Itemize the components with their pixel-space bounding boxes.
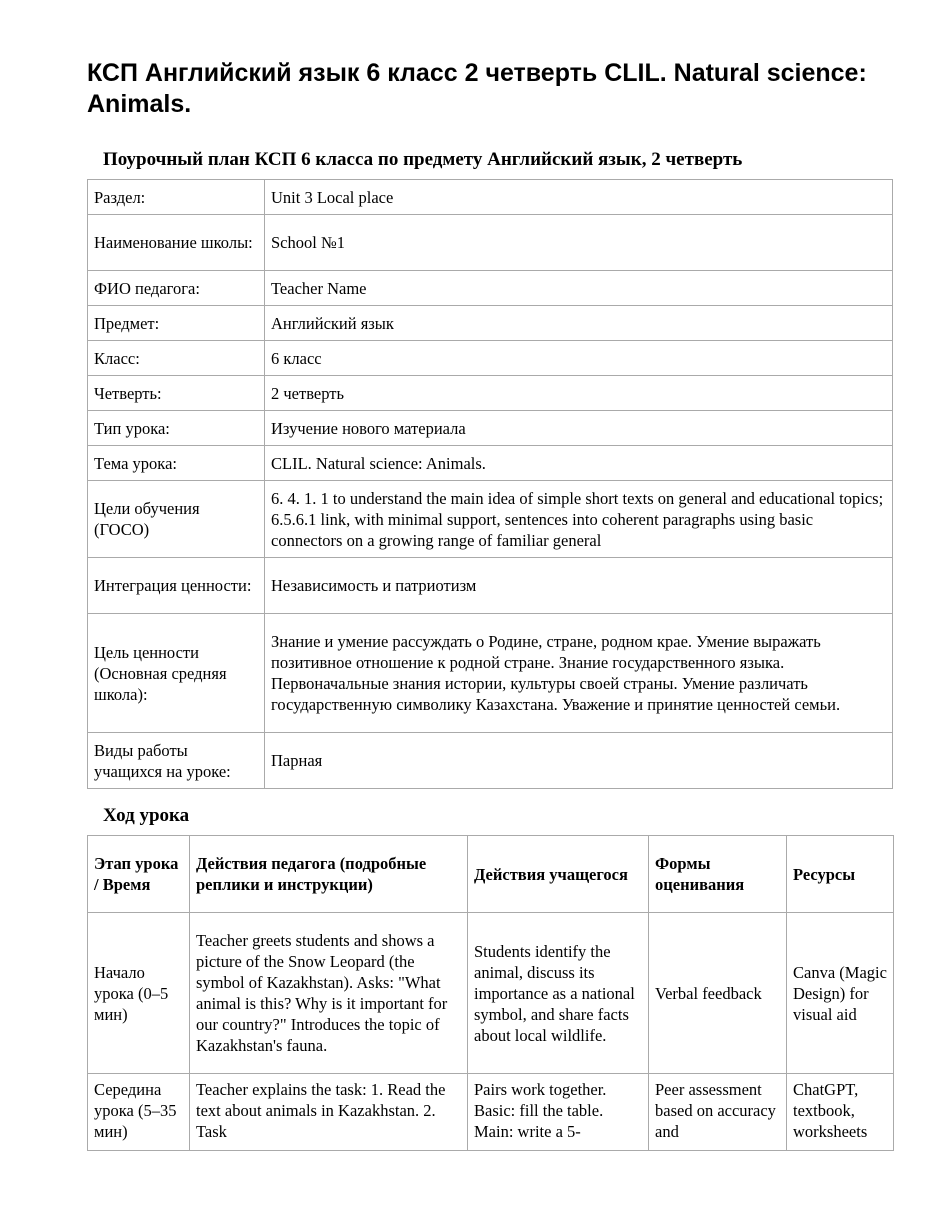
info-row [88,341,893,376]
info-value: Teacher Name [265,271,893,306]
info-label: Наименование школы: [88,215,265,271]
plan-heading: Поурочный план КСП 6 класса по предмету Английский язык, 2 четверть [103,149,743,170]
info-row [88,271,893,306]
cell-student-actions: Students identify the animal, discuss its importance as a national symbol, and share facts about local wildlife. [468,913,649,1074]
info-row [88,446,893,481]
info-value: 6 класс [265,341,893,376]
table-row [88,913,894,1074]
info-value: 6. 4. 1. 1 to understand the main idea of simple short texts on general and educational topics; 6.5.6.1 link, with minimal support, sentences into coherent paragraphs using basic connectors on a growing range of familiar general [265,481,893,558]
info-row [88,180,893,215]
info-row [88,614,893,733]
cell-stage: Начало урока (0–5 мин) [88,913,190,1074]
info-value: CLIL. Natural science: Animals. [265,446,893,481]
info-label: Раздел: [88,180,265,215]
info-row [88,558,893,614]
info-label: ФИО педагога: [88,271,265,306]
info-row [88,481,893,558]
cell-student-actions: Pairs work together. Basic: fill the table. Main: write a 5- [468,1074,649,1151]
info-label: Интеграция ценности: [88,558,265,614]
info-row [88,376,893,411]
info-value: Парная [265,733,893,789]
info-value: 2 четверть [265,376,893,411]
table-header-row [88,836,894,913]
info-row [88,306,893,341]
info-label: Тема урока: [88,446,265,481]
cell-teacher-actions: Teacher greets students and shows a picture of the Snow Leopard (the symbol of Kazakhstan). Asks: "What animal is this? Why is it important for our country?" Introduces the topic of Kazakhstan's fauna. [190,913,468,1074]
info-value: Unit 3 Local place [265,180,893,215]
table-row [88,1074,894,1151]
column-header-teacher-actions: Действия педагога (подробные реплики и инструкции) [190,836,468,913]
lesson-progress-heading: Ход урока [103,805,190,826]
lesson-info-table [87,179,893,789]
column-header-stage: Этап урока / Время [88,836,190,913]
info-label: Цель ценности (Основная средняя школа): [88,614,265,733]
cell-teacher-actions: Teacher explains the task: 1. Read the text about animals in Kazakhstan. 2. Task [190,1074,468,1151]
info-label: Предмет: [88,306,265,341]
column-header-assessment: Формы оценивания [649,836,787,913]
info-label: Виды работы учащихся на уроке: [88,733,265,789]
column-header-resources: Ресурсы [787,836,894,913]
cell-stage: Середина урока (5–35 мин) [88,1074,190,1151]
info-label: Цели обучения (ГОСО) [88,481,265,558]
cell-assessment: Verbal feedback [649,913,787,1074]
info-row [88,215,893,271]
column-header-student-actions: Действия учащегося [468,836,649,913]
info-label: Класс: [88,341,265,376]
cell-resources: ChatGPT, textbook, worksheets [787,1074,894,1151]
cell-assessment: Peer assessment based on accuracy and [649,1074,787,1151]
cell-resources: Canva (Magic Design) for visual aid [787,913,894,1074]
info-value: Независимость и патриотизм [265,558,893,614]
document-title: КСП Английский язык 6 класс 2 четверть CLIL. Natural science: Animals. [87,59,867,118]
info-value: School №1 [265,215,893,271]
info-value: Английский язык [265,306,893,341]
info-value: Знание и умение рассуждать о Родине, стране, родном крае. Умение выражать позитивное отношение к родной стране. Знание государственного языка. Первоначальные знания истории, культуры своей страны. Умение различать государственную символику Казахстана. Уважение и принятие ценностей семьи. [265,614,893,733]
info-row [88,733,893,789]
info-value: Изучение нового материала [265,411,893,446]
info-label: Тип урока: [88,411,265,446]
lesson-progress-table [87,835,894,1151]
info-row [88,411,893,446]
info-label: Четверть: [88,376,265,411]
